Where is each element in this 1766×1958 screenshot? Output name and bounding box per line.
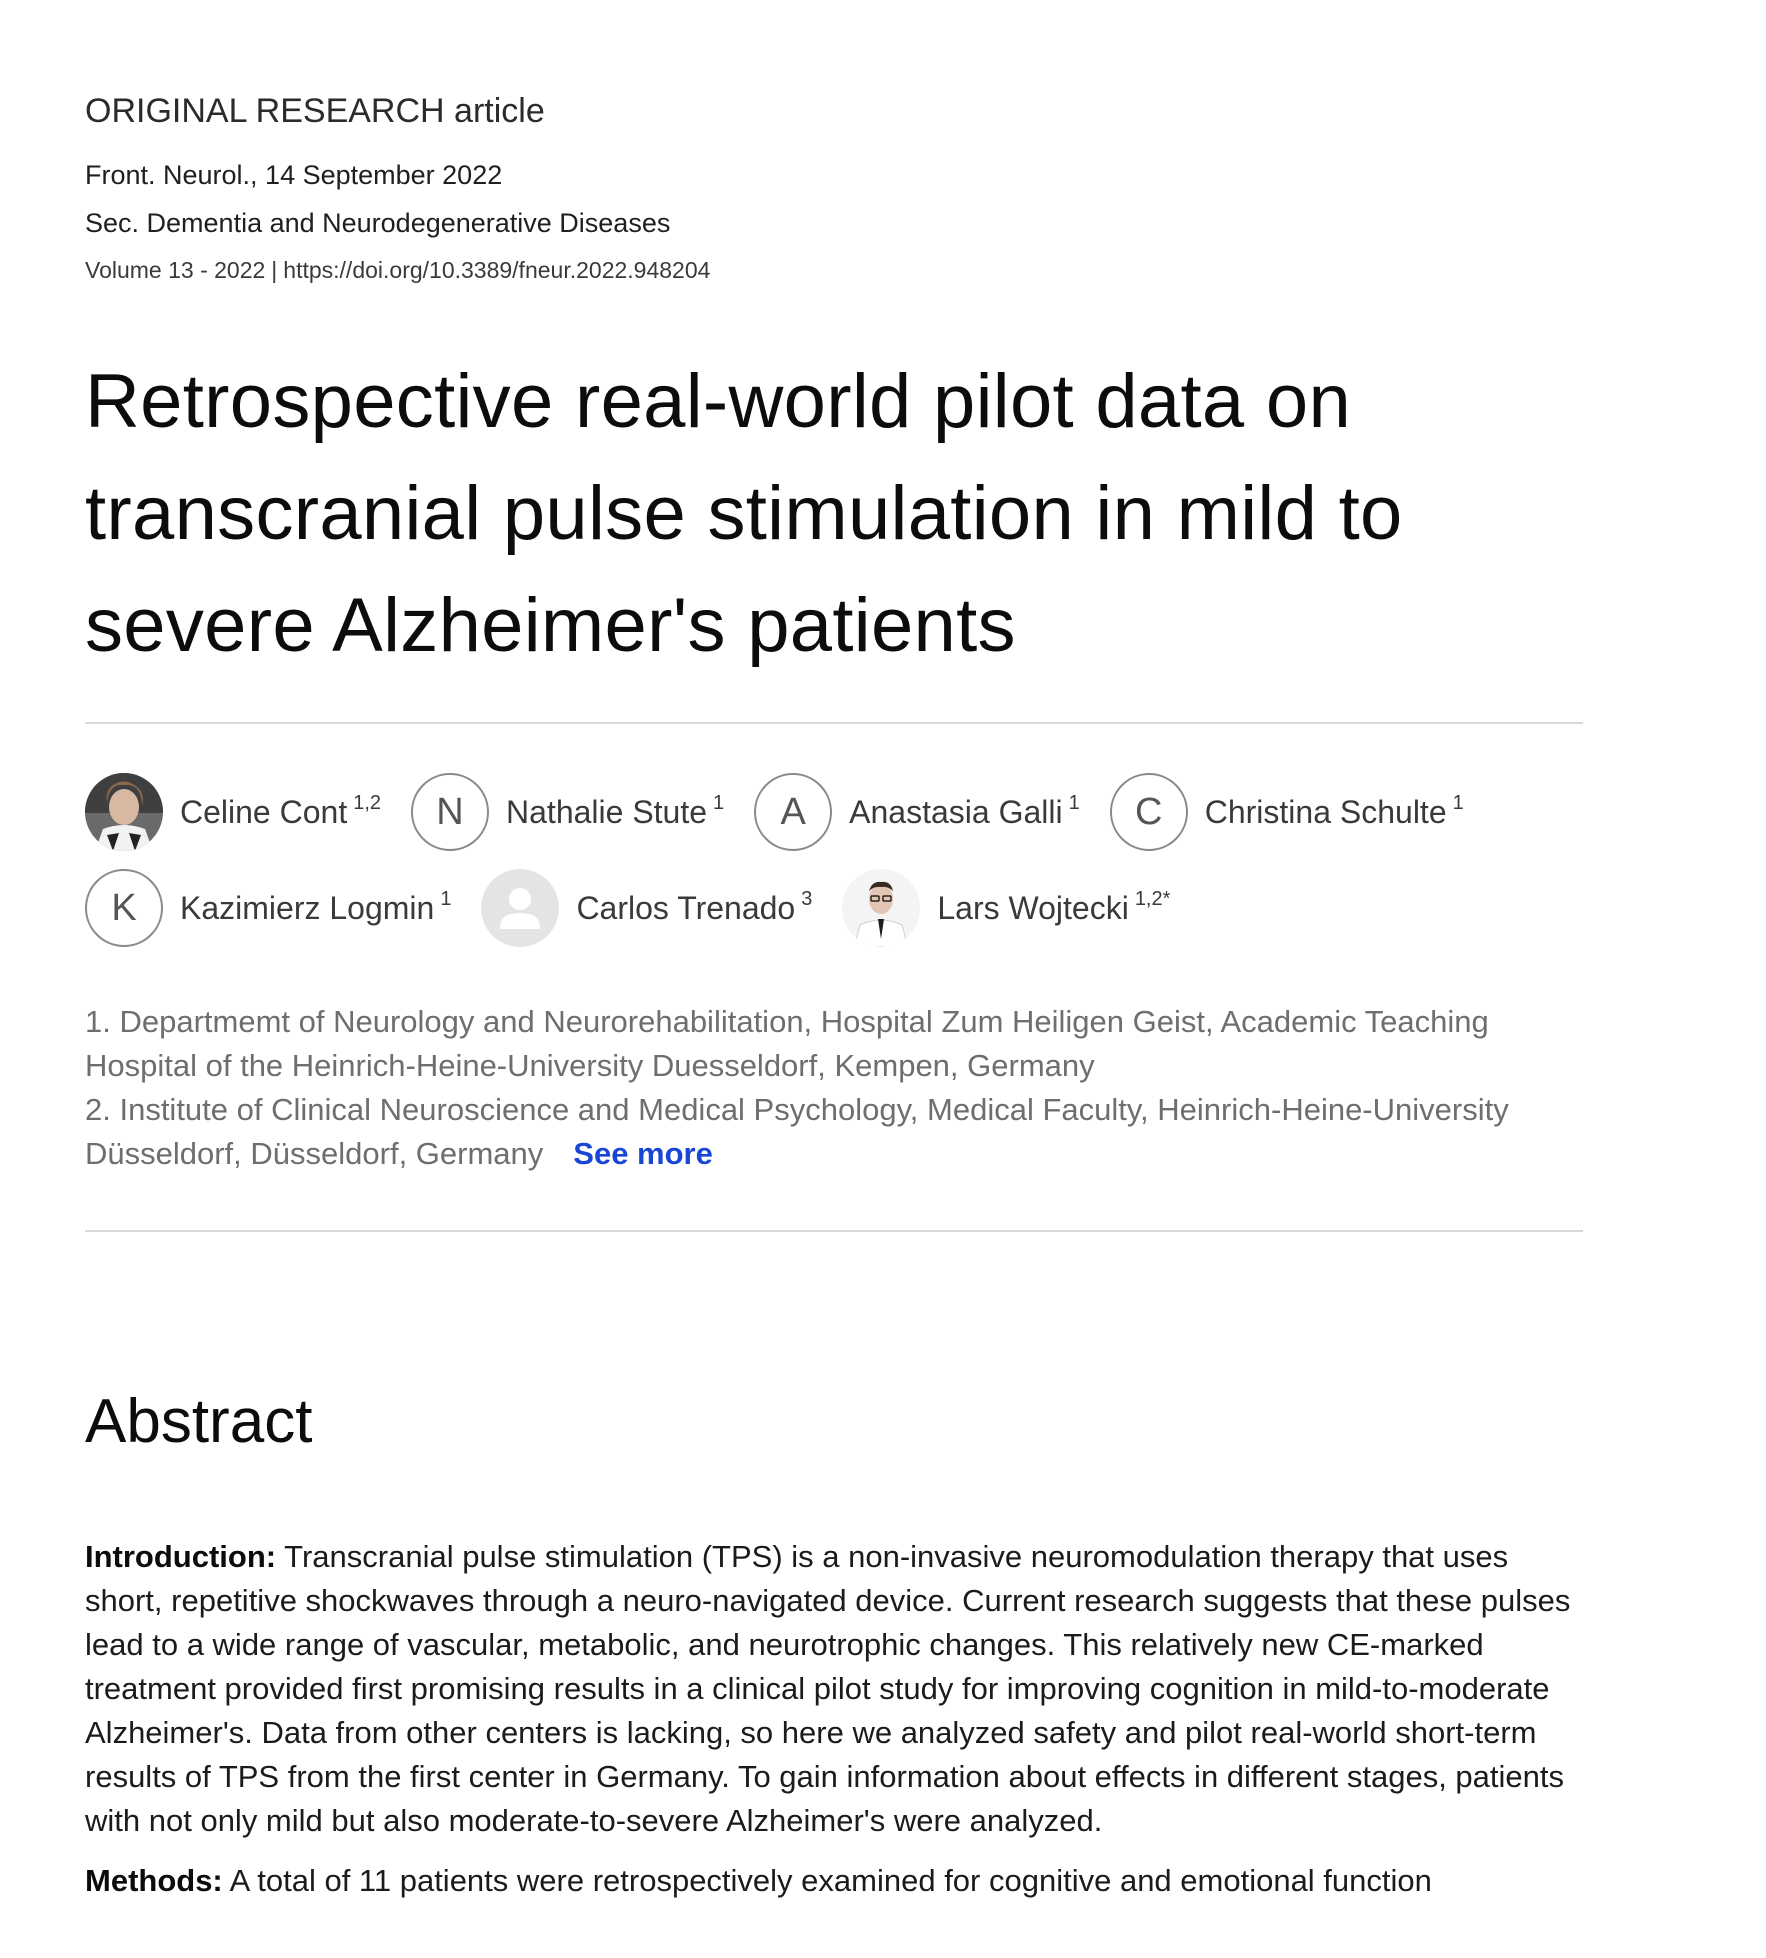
author-celine-cont[interactable] <box>85 773 381 851</box>
author-initial-avatar: N <box>411 773 489 851</box>
author-row-1 <box>85 772 1583 852</box>
article-type: ORIGINAL RESEARCH article <box>85 92 545 130</box>
author-name: Kazimierz Logmin $^1$ <box>180 887 452 926</box>
author-list <box>85 772 1583 964</box>
doi-link[interactable]: https://doi.org/10.3389/fneur.2022.948204 <box>283 257 711 283</box>
author-initial-avatar: K <box>85 869 163 947</box>
author-row-2 <box>85 868 1583 948</box>
author-christina-schulte[interactable] <box>1110 773 1464 851</box>
affiliations-divider <box>85 1230 1583 1232</box>
affiliation-item: 1. Departmemt of Neurology and Neurorehabilitation, Hospital Zum Heiligen Geist, Academic Teaching Hospital of the Heinrich-Heine-University Duesseldorf, Kempen, Germany <box>85 1004 1489 1083</box>
author-initial-avatar: A <box>754 773 832 851</box>
author-name: Carlos Trenado $^3$ <box>576 887 813 926</box>
introduction-label: Introduction: <box>85 1539 277 1574</box>
author-carlos-trenado[interactable] <box>481 869 812 947</box>
author-name: Christina Schulte $^1$ <box>1204 791 1464 830</box>
abstract-body <box>85 1535 1585 1919</box>
methods-text: A total of 11 patients were retrospectively examined for cognitive and emotional function <box>222 1863 1432 1898</box>
person-photo-icon <box>85 773 163 851</box>
abstract-methods <box>85 1859 1585 1903</box>
author-name: Celine Cont $^{1,2}$ <box>180 791 382 830</box>
volume-label: Volume 13 - 2022 <box>85 257 266 283</box>
author-name: Anastasia Galli $^1$ <box>849 791 1080 830</box>
title-divider <box>85 722 1583 724</box>
author-name: Nathalie Stute $^1$ <box>506 791 725 830</box>
author-kazimierz-logmin[interactable] <box>85 869 451 947</box>
person-photo-icon <box>842 869 920 947</box>
volume-doi-line <box>85 257 710 284</box>
affiliation-item: 2. Institute of Clinical Neuroscience and Medical Psychology, Medical Faculty, Heinrich-Heine-University Düsseldorf, Düsseldorf, Germany See more <box>85 1092 1509 1171</box>
abstract-heading: Abstract <box>85 1387 313 1456</box>
methods-label: Methods: <box>85 1863 223 1898</box>
author-photo-avatar <box>842 869 920 947</box>
author-placeholder-avatar <box>481 869 559 947</box>
author-name: Lars Wojtecki $^{1,2*}$ <box>937 887 1171 926</box>
see-more-link[interactable]: See more <box>573 1136 713 1171</box>
introduction-text: Transcranial pulse stimulation (TPS) is a non-invasive neuromodulation therapy that uses short, repetitive shockwaves through a neuro-navigated device. Current research suggests that these pulses lead to a wide range of vascular, metabolic, and neurotrophic changes. This relatively new CE-marked treatment provided first promising results in a clinical pilot study for improving cognition in mild-to-moderate Alzheimer's. Data from other centers is lacking, so here we analyzed safety and pilot real-world short-term results of TPS from the first center in Germany. To gain information about effects in different stages, patients with not only mild but also moderate-to-severe Alzheimer's were analyzed. <box>85 1539 1571 1838</box>
author-photo-avatar <box>85 773 163 851</box>
author-nathalie-stute[interactable] <box>411 773 724 851</box>
affiliations <box>85 1000 1565 1176</box>
article-title: Retrospective real-world pilot data on transcranial pulse stimulation in mild to severe Alzheimer's patients <box>85 359 1403 668</box>
journal-section: Sec. Dementia and Neurodegenerative Diseases <box>85 208 671 238</box>
user-placeholder-icon <box>481 869 559 947</box>
author-anastasia-galli[interactable] <box>754 773 1080 851</box>
abstract-introduction <box>85 1535 1585 1843</box>
author-lars-wojtecki[interactable] <box>842 869 1170 947</box>
volume-separator: | <box>271 257 278 283</box>
journal-citation: Front. Neurol., 14 September 2022 <box>85 160 503 190</box>
author-initial-avatar: C <box>1110 773 1188 851</box>
